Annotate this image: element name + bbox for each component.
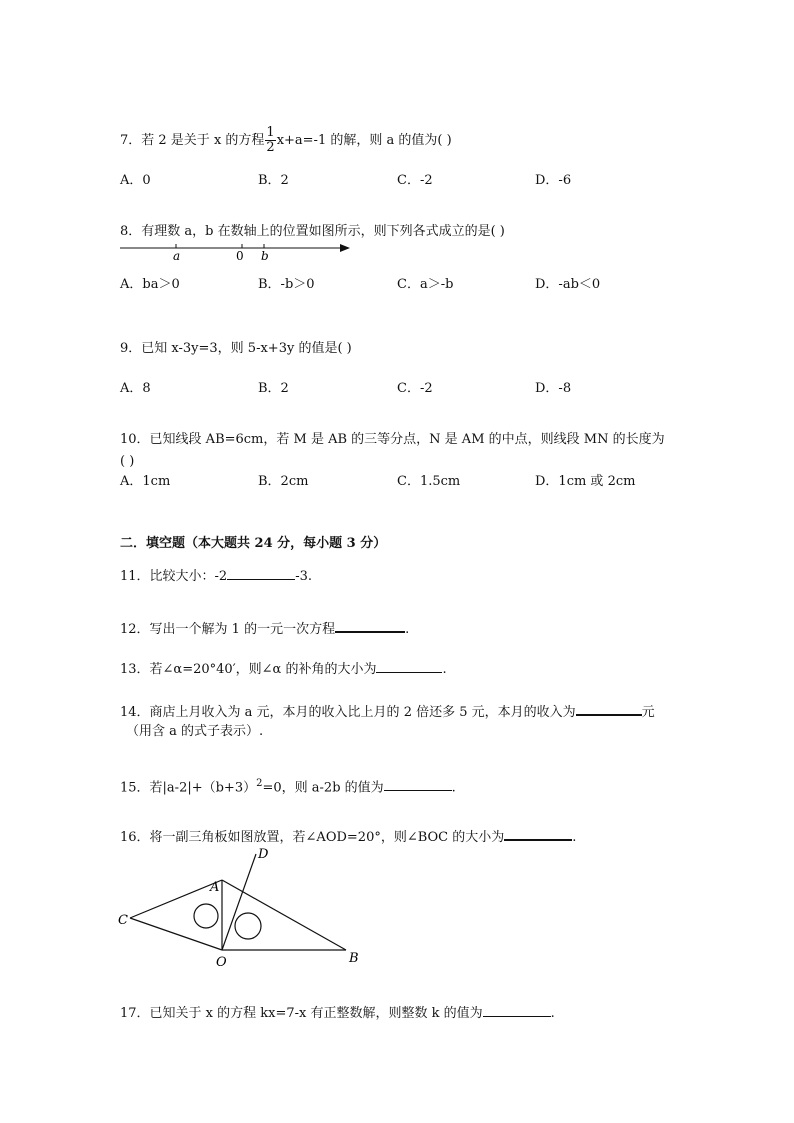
fraction-numerator: 1 <box>266 125 275 140</box>
question-12 <box>120 619 409 638</box>
question-15-prefix: 15．若|a-2|+（b+3） <box>120 780 257 796</box>
question-13-prefix: 13．若∠α=20°40′，则∠α 的补角的大小为 <box>120 662 377 677</box>
label-C: C <box>118 913 128 928</box>
answer-blank-12[interactable] <box>335 619 405 633</box>
option-7a: A．0 <box>120 173 151 188</box>
answer-blank-17[interactable] <box>483 1004 551 1017</box>
question-15-mid: =0，则 a-2b 的值为 <box>262 780 384 796</box>
label-B: B <box>349 951 359 966</box>
option-9c: C．-2 <box>397 381 433 396</box>
fraction-one-half <box>265 126 275 155</box>
question-10: 10．已知线段 AB=6cm，若 M 是 AB 的三等分点，N 是 AM 的中点，则线段 MN 的长度为 <box>120 432 665 447</box>
question-17-suffix: . <box>550 1006 555 1021</box>
segment-CO <box>130 918 222 950</box>
answer-blank-14[interactable] <box>576 702 642 716</box>
answer-blank-11[interactable] <box>227 567 295 580</box>
option-8d: D．-ab＜0 <box>535 277 601 292</box>
section-heading: 二．填空题（本大题共 24 分，每小题 3 分） <box>120 536 387 551</box>
answer-blank-15[interactable] <box>384 778 452 791</box>
option-8b: B．-b＞0 <box>258 277 315 292</box>
option-9b: B．2 <box>258 381 289 396</box>
answer-blank-13[interactable] <box>376 660 442 673</box>
question-15-suffix: . <box>451 780 456 796</box>
question-13 <box>120 660 447 678</box>
exponent: 2 <box>256 778 263 789</box>
question-14-suffix: 元 <box>641 705 655 720</box>
question-14-line2: （用含 a 的式子表示）. <box>126 724 264 739</box>
answer-blank-16[interactable] <box>504 827 572 841</box>
question-17 <box>120 1004 555 1022</box>
number-line-figure <box>118 238 358 264</box>
label-O: O <box>216 955 227 970</box>
option-7c: C．-2 <box>397 173 433 188</box>
question-12-prefix: 12．写出一个解为 1 的一元一次方程 <box>120 622 336 637</box>
question-11-prefix: 11．比较大小：-2 <box>120 569 228 584</box>
circle-left <box>194 904 218 928</box>
label-a: a <box>173 249 181 263</box>
option-9d: D．-8 <box>535 381 572 396</box>
question-14 <box>120 702 655 721</box>
number-line-arrow <box>340 244 350 252</box>
question-14-prefix: 14．商店上月收入为 a 元，本月的收入比上月的 2 倍还多 5 元，本月的收入为 <box>120 705 576 720</box>
question-7 <box>120 126 452 155</box>
question-17-prefix: 17．已知关于 x 的方程 kx=7-x 有正整数解，则整数 k 的值为 <box>120 1006 483 1021</box>
question-10-bracket: ( ) <box>120 454 135 469</box>
question-15 <box>120 776 456 796</box>
question-13-suffix: . <box>442 662 447 677</box>
option-10c: C．1.5cm <box>397 474 461 489</box>
question-9: 9．已知 x-3y=3，则 5-x+3y 的值是( ) <box>120 341 352 356</box>
fraction-denominator: 2 <box>266 140 275 155</box>
question-8: 8．有理数 a，b 在数轴上的位置如图所示，则下列各式成立的是( ) <box>120 224 505 239</box>
label-D: D <box>258 847 269 862</box>
option-10d: D．1cm 或 2cm <box>535 474 636 489</box>
circle-right <box>235 913 261 939</box>
option-9a: A．8 <box>120 381 151 396</box>
segment-CA <box>130 880 222 918</box>
question-11-suffix: -3. <box>295 569 313 584</box>
option-8c: C．a＞-b <box>397 277 454 292</box>
option-10b: B．2cm <box>258 474 309 489</box>
question-7-suffix: x+a=-1 的解，则 a 的值为( ) <box>276 133 452 148</box>
label-b: b <box>261 249 269 263</box>
option-10a: A．1cm <box>120 474 171 489</box>
label-A: A <box>210 880 220 895</box>
label-zero: 0 <box>236 249 244 263</box>
triangle-figure <box>110 840 370 970</box>
question-16-prefix: 16．将一副三角板如图放置，若∠AOD=20°，则∠BOC 的大小为 <box>120 830 505 845</box>
question-16-suffix: . <box>572 830 577 845</box>
question-11 <box>120 567 312 585</box>
option-7b: B．2 <box>258 173 289 188</box>
question-7-prefix: 7．若 2 是关于 x 的方程 <box>120 133 265 148</box>
question-12-suffix: . <box>405 622 410 637</box>
option-7d: D．-6 <box>535 173 572 188</box>
option-8a: A．ba＞0 <box>120 277 180 292</box>
